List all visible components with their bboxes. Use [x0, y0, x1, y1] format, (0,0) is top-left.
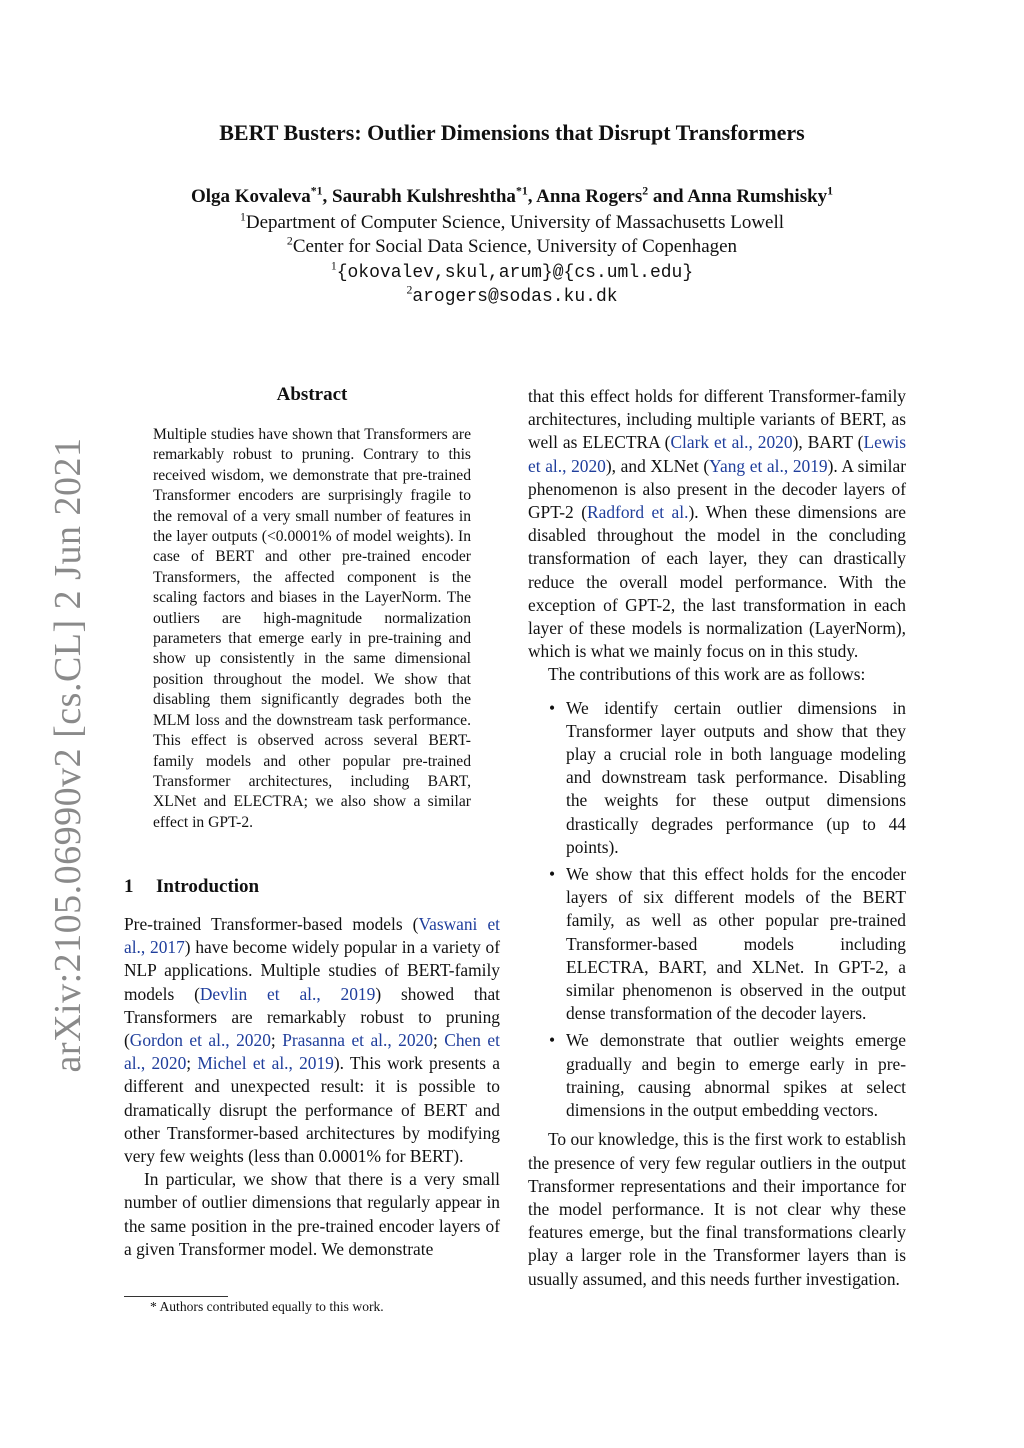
text-segment: ; — [432, 1030, 445, 1051]
citation-link[interactable]: Devlin et al., 2019 — [199, 983, 376, 1004]
citation-link[interactable]: Gordon et al., 2020 — [129, 1030, 271, 1051]
email-sup: 2 — [406, 283, 413, 297]
section-number: 1 — [124, 876, 134, 897]
citation-link[interactable]: Prasanna et al., 2020 — [282, 1030, 433, 1051]
email-text[interactable]: arogers@sodas.ku.dk — [412, 287, 618, 307]
footnote-rule — [124, 1296, 228, 1297]
section-heading — [124, 876, 259, 898]
email-text[interactable]: {okovalev,skul,arum}@{cs.uml.edu} — [336, 263, 694, 283]
left-column — [124, 913, 500, 1261]
author-sep: and — [648, 186, 688, 207]
paper-title: BERT Busters: Outlier Dimensions that Disrupt Transformers — [219, 120, 805, 145]
email-2[interactable] — [0, 285, 1024, 307]
affiliation-sup: 2 — [286, 234, 293, 248]
list-item: • We demonstrate that outlier weights emerge gradually and begin to emerge early in pre-training, causing abnormal spikes at select dimensions in the output embedding vectors. — [566, 1029, 906, 1122]
author: Olga Kovaleva — [190, 186, 311, 207]
footnote: * Authors contributed equally to this work. — [150, 1299, 384, 1314]
affiliation-2 — [0, 236, 1024, 258]
citation-link[interactable]: Radford et al. — [587, 502, 689, 523]
text-segment: that this effect holds for different Transformer-family architectures, including multiple variants of BERT, as well as ELECTRA ( — [528, 386, 906, 453]
arxiv-identifier: arXiv:2105.06990v2 [cs.CL] 2 Jun 2021 — [47, 437, 89, 1073]
text-segment: ). This work presents a different and unexpected result: it is possible to dramatically disrupt the performance of BERT and other Transformer-based architectures by modifying very few weights (less than 0.0001% for BERT). — [124, 1053, 500, 1167]
affiliation-sup: 1 — [239, 210, 246, 224]
email-sup: 1 — [330, 259, 337, 273]
text-segment: ). A similar phenomenon is also present in the decoder layers of GPT-2 ( — [528, 455, 906, 523]
text-segment: ) showed that Transformers are remarkably robust to pruning ( — [124, 983, 500, 1051]
right-column — [528, 385, 906, 1291]
affiliation-text: Department of Computer Science, University of Massachusetts Lowell — [245, 212, 785, 233]
text-segment: ) have become widely popular in a variety of NLP applications. Multiple studies of BERT-family models ( — [124, 937, 501, 1004]
list-item: • We show that this effect holds for the encoder layers of six different models of the BERT family, as well as other popular pre-trained Transformer-based models including ELECTRA, BART, and XLNet. In GPT-2, a similar phenomenon is observed in the output dense transformation of the decoder layers. — [566, 863, 906, 1025]
author-sep: , — [527, 186, 537, 207]
intro-paragraph-continued — [528, 385, 906, 663]
author-sup: *1 — [515, 184, 528, 198]
list-item: • We identify certain outlier dimensions in Transformer layer outputs and show that they play a crucial role in both language modeling and downstream task performance. Disabling the weights for these output dimensions drastically degrades performance (up to 44 points). — [566, 697, 906, 859]
conclusion-paragraph: To our knowledge, this is the first work to establish the presence of very few regular outliers in the output Transformer representations and their importance for the model performance. It is not clear why these features emerge, but the final transformations clearly play a larger role in the Transformer layers than is usually assumed, and this needs further investigation. — [528, 1129, 906, 1289]
text-segment: ; — [270, 1030, 283, 1051]
text-segment: Pre-trained Transformer-based models ( — [124, 914, 419, 934]
contributions-list — [528, 697, 906, 1123]
intro-paragraph-1 — [124, 913, 500, 1168]
citation-link[interactable]: Chen et al., 2020 — [124, 1030, 500, 1074]
affiliation-text: Center for Social Data Science, University of Copenhagen — [292, 236, 738, 257]
citation-link[interactable]: Yang et al., 2019 — [709, 455, 828, 476]
author-sup: 2 — [642, 184, 649, 198]
section-title: Introduction — [156, 876, 260, 897]
author-list — [0, 186, 1024, 208]
citation-link[interactable]: Lewis et al., 2020 — [528, 432, 906, 476]
email-1[interactable] — [0, 261, 1024, 283]
text-segment: ). When these dimensions are disabled throughout the model in the concluding transformation of each layer, they can drastically reduce the overall model performance. With the exception of GPT-2, the last transformation in each layer of these models is normalization (LayerNorm), which is what we mainly focus on in this study. — [528, 502, 906, 662]
contributions-intro: The contributions of this work are as follows: — [548, 664, 866, 685]
author: Anna Rogers — [536, 186, 643, 207]
author-sup: *1 — [310, 184, 323, 198]
text-segment: ), and XLNet ( — [605, 455, 710, 476]
affiliation-1 — [0, 212, 1024, 234]
text-segment: ), BART ( — [792, 432, 864, 453]
author-sup: 1 — [827, 184, 834, 198]
intro-paragraph-2: In particular, we show that there is a very small number of outlier dimensions that regularly appear in the same position in the pre-trained encoder layers of a given Transformer model. We demonstrate — [124, 1169, 500, 1259]
author-sep: , — [322, 186, 333, 207]
citation-link[interactable]: Michel et al., 2019 — [197, 1053, 334, 1074]
citation-link[interactable]: Vaswani et al., 2017 — [124, 914, 500, 958]
abstract-heading: Abstract — [276, 384, 348, 405]
author: Saurabh Kulshreshtha — [332, 186, 516, 207]
citation-link[interactable]: Clark et al., 2020 — [670, 432, 793, 453]
text-segment: ; — [186, 1053, 198, 1074]
abstract-body: Multiple studies have shown that Transformers are remarkably robust to pruning. Contrary to this received wisdom, we demonstrate that pre-trained Transformer encoders are surprisingly fragile to the removal of a very small number of features in the layer outputs (<0.0001% of model weights). In case of BERT and other pre-trained encoder Transformers, the affected component is the scaling factors and biases in the LayerNorm. The outliers are high-magnitude normalization parameters that emerge early in pre-training and show up consistently in the same dimensional position throughout the model. We show that disabling them significantly degrades both the MLM loss and the downstream task performance. This effect is observed across several BERT-family models and other popular pre-trained Transformer architectures, including BART, XLNet and ELECTRA; we also show a similar effect in GPT-2. — [153, 426, 471, 831]
author: Anna Rumshisky — [687, 186, 828, 207]
